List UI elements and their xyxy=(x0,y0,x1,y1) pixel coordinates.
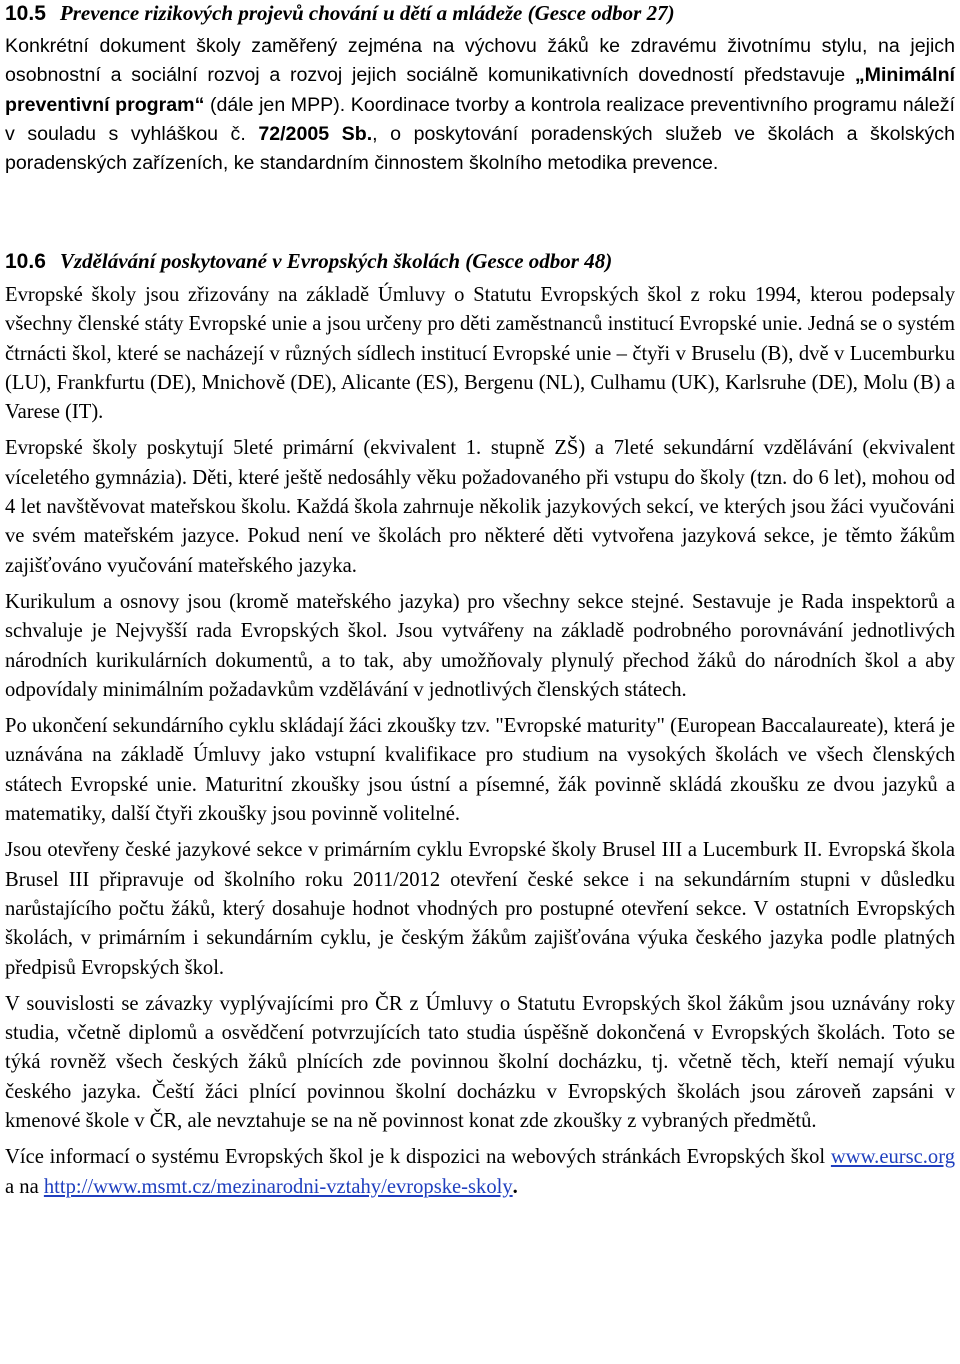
text-span: (dále jen MPP). Koordinace tvorby a kontrola realizace preventivního programu náleží v souladu s vyhláškou č. xyxy=(5,93,956,145)
decree-number: 72/2005 Sb. xyxy=(258,122,373,145)
program-name: „Minimální preventivní program“ xyxy=(5,64,955,116)
paragraph: Po ukončení sekundárního cyklu skládají žáci zkoušky tzv. "Evropské maturity" (European Baccalaureate), která je uznávána na základě Úmluvy jako vstupní kvalifikace pro studium na vysokých školách ve všech členských státech Evropské unie. Maturitní zkoušky jsou ústní a písemné, žák povinně skládá zkoušku ze dvou jazyků a matematiky, další čtyři zkoušky jsou povinně volitelné. xyxy=(5,715,955,826)
section-number: 10.5 xyxy=(5,2,46,25)
section-10-5 xyxy=(5,0,955,178)
text-span: Konkrétní dokument školy zaměřený zejména na výchovu žáků ke zdravému životnímu stylu, na jejich osobnostní a sociální rozvoj a rozvoj jejich sociálně komunikativních dovedností představuje xyxy=(5,35,955,87)
section-title: Vzdělávání poskytované v Evropských školách (Gesce odbor 48) xyxy=(59,249,613,273)
info-paragraph xyxy=(5,1143,955,1202)
msmt-link[interactable]: http://www.msmt.cz/mezinarodni-vztahy/evropske-skoly xyxy=(43,1175,513,1198)
text-span: , o poskytování poradenských služeb ve školách a školských poradenských zařízeních, ke standardním činnostem školního metodika prevence. xyxy=(5,122,955,175)
text-span: . xyxy=(512,1175,518,1198)
paragraph: Evropské školy poskytují 5leté primární (ekvivalent 1. stupně ZŠ) a 7leté sekundární vzdělávání (ekvivalent víceletého gymnázia). Děti, které ještě nedosáhly věku požadovaného při vstupu do školy (tzn. do 6 let), mohou od 4 let navštěvovat mateřskou školu. Každá škola zahrnuje několik jazykových sekcí, ve kterých jsou žáci vyučováni ve svém mateřském jazyce. Pokud není ve školách pro některé děti vytvořena jazyková sekce, je těmto žákům zajišťováno vyučování mateřského jazyka. xyxy=(5,437,955,577)
paragraph xyxy=(5,32,955,178)
eursc-link[interactable]: www.eursc.org xyxy=(830,1146,955,1169)
paragraph: Jsou otevřeny české jazykové sekce v primárním cyklu Evropské školy Brusel III a Lucemburk II. Evropská škola Brusel III připravuje od školního roku 2011/2012 otevření české sekce i na sekundárním stupni v důsledku narůstajícího počtu žáků, který dosahuje hodnot vhodných pro postupné otevření sekce. V ostatních Evropských školách, v primárním i sekundárním cyklu, je českým žákům zajišťována výuka českého jazyka podle platných předpisů Evropských škol. xyxy=(5,839,955,979)
text-span: Více informací o systému Evropských škol je k dispozici na webových stránkách Evropských škol xyxy=(5,1146,831,1169)
section-title: Prevence rizikových projevů chování u dětí a mládeže (Gesce odbor 27) xyxy=(59,1,675,25)
section-heading xyxy=(5,0,955,27)
text-span: a na xyxy=(5,1175,44,1198)
section-heading xyxy=(5,248,955,275)
paragraph: Evropské školy jsou zřizovány na základě Úmluvy o Statutu Evropských škol z roku 1994, kterou podepsaly všechny členské státy Evropské unie a jsou určeny pro děti zaměstnanců institucí Evropské unie. Jedná se o systém čtrnácti škol, které se nacházejí v různých sídlech institucí Evropské unie – čtyři v Bruselu (B), dvě v Lucemburku (LU), Frankfurtu (DE), Mnichově (DE), Alicante (ES), Bergenu (NL), Culhamu (UK), Karlsruhe (DE), Molu (B) a Varese (IT). xyxy=(5,284,955,424)
paragraph: V souvislosti se závazky vyplývajícími pro ČR z Úmluvy o Statutu Evropských škol žákům jsou uznávány roky studia, včetně diplomů a osvědčení potvrzujících tato studia úspěšně dokončená v Evropských školách. Toto se týká rovněž všech českých žáků plnících zde povinnou školní docházku, tj. včetně těch, kteří nemají výuku českého jazyka. Čeští žáci plnící povinnou školní docházku v Evropských školách jsou zároveň zapsáni v kmenové škole v ČR, ale nevztahuje se na ně povinnost konat zde zkoušky z vybraných předmětů. xyxy=(5,992,955,1133)
section-10-6 xyxy=(5,248,955,1198)
section-number: 10.6 xyxy=(5,250,46,273)
paragraph: Kurikulum a osnovy jsou (kromě mateřského jazyka) pro všechny sekce stejné. Sestavuje je Rada inspektorů a schvaluje je Nejvyšší rada Evropských škol. Jsou vytvářeny na základě podrobného porovnávání jednotlivých národních kurikulárních dokumentů, a to tak, aby umožňovaly plynulý přechod žáků do národních škol a aby odpovídaly minimálním požadavkům vzdělávání v jednotlivých členských státech. xyxy=(5,590,955,701)
